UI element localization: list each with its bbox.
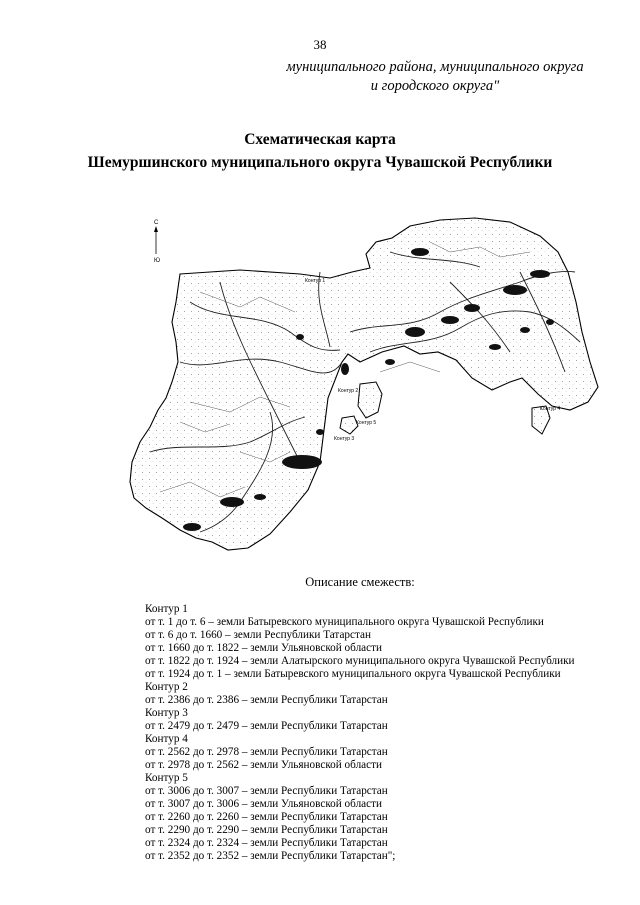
- description-line: от т. 2562 до т. 2978 – земли Республики Татарстан: [145, 746, 388, 758]
- contour-label-2: Контур 2: [338, 388, 359, 394]
- description-line: от т. 2290 до т. 2290 – земли Республики Татарстан: [145, 824, 388, 836]
- compass-north-label: С: [154, 220, 159, 226]
- contour-label-1: Контур 1: [305, 278, 326, 284]
- description-heading: Описание смежеств:: [305, 575, 415, 589]
- description-line: Контур 2: [145, 681, 188, 693]
- page-number: 38: [313, 37, 327, 52]
- description-line: от т. 1924 до т. 1 – земли Батыревского муниципального округа Чувашской Республики: [145, 668, 561, 680]
- header-note-line-1: муниципального района, муниципального округа: [286, 59, 584, 75]
- description-line: Контур 5: [145, 772, 188, 784]
- compass-south-label: Ю: [154, 258, 161, 264]
- contour-2-territory: [358, 382, 382, 418]
- header-note-line-2: и городского округа": [370, 78, 500, 94]
- description-line: от т. 2978 до т. 2562 – земли Ульяновской области: [145, 759, 382, 771]
- description-list: [145, 603, 625, 863]
- description-line: от т. 1660 до т. 1822 – земли Ульяновской области: [145, 642, 382, 654]
- header-note: [270, 58, 600, 96]
- description-line: от т. 3007 до т. 3006 – земли Ульяновской области: [145, 798, 382, 810]
- description-line: от т. 2324 до т. 2324 – земли Республики Татарстан: [145, 837, 388, 849]
- description-line: Контур 4: [145, 733, 188, 745]
- description-line: Контур 3: [145, 707, 188, 719]
- description-line: от т. 2386 до т. 2386 – земли Республики Татарстан: [145, 694, 388, 706]
- description-line: от т. 2479 до т. 2479 – земли Республики Татарстан: [145, 720, 388, 732]
- contour-label-5: Контур 5: [356, 420, 377, 426]
- contour-label-4: Контур 4: [540, 406, 561, 412]
- district-map: [120, 212, 620, 582]
- description-line: от т. 1822 до т. 1924 – земли Алатырского муниципального округа Чувашской Республики: [145, 655, 575, 667]
- compass-icon: [154, 220, 160, 264]
- description-line: от т. 6 до т. 1660 – земли Республики Татарстан: [145, 629, 371, 641]
- description-line: от т. 2260 до т. 2260 – земли Республики Татарстан: [145, 811, 388, 823]
- description-line: Контур 1: [145, 603, 188, 615]
- title-line-2: Шемуршинского муниципального округа Чувашской Республики: [87, 154, 553, 171]
- document-title: [0, 128, 640, 174]
- description-line: от т. 3006 до т. 3007 – земли Республики Татарстан: [145, 785, 388, 797]
- title-line-1: Схематическая карта: [244, 131, 396, 148]
- contour-label-3: Контур 3: [334, 436, 355, 442]
- description-line: от т. 2352 до т. 2352 – земли Республики Татарстан";: [145, 850, 396, 862]
- description-line: от т. 1 до т. 6 – земли Батыревского муниципального округа Чувашской Республики: [145, 616, 544, 628]
